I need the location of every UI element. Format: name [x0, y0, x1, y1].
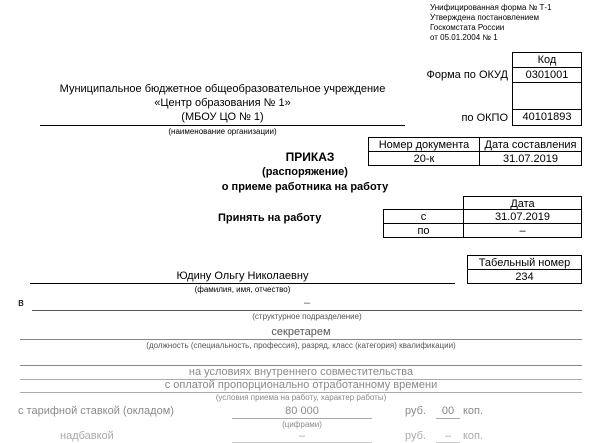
code-empty-cell: [512, 82, 582, 110]
okpo-value-cell: 40101893: [512, 109, 582, 126]
position-caption: (должность (специальность, профессия), разряд, класс (категория) квалификации): [146, 341, 456, 350]
in-label: в: [18, 297, 24, 309]
hire-to-value: –: [463, 223, 582, 238]
form-header-line4: от 05.01.2004 № 1: [430, 33, 498, 42]
bonus-kop-value: –: [444, 430, 452, 442]
position-underline: [20, 326, 582, 340]
form-header-line3: Госкомстата России: [430, 23, 505, 32]
organization-line3: (МБОУ ЦО № 1): [181, 111, 264, 123]
okpo-label: по ОКПО: [461, 112, 508, 124]
tariff-caption: (цифрами): [282, 420, 322, 429]
kop-value: 00: [441, 405, 455, 417]
conditions-line1-underline: [20, 366, 582, 380]
bonus-value: –: [298, 430, 306, 442]
bonus-underline: [232, 430, 372, 443]
hire-date-header: Дата: [463, 196, 582, 210]
kop-underline: [436, 405, 460, 419]
organization-line2: «Центр образования № 1»: [154, 97, 291, 109]
hire-to-label: по: [383, 223, 464, 238]
kop-label: коп.: [463, 405, 484, 417]
doc-number-value: 20-к: [368, 151, 480, 166]
rub-label: руб.: [405, 405, 426, 417]
conditions-caption: (условия приема на работу, характер работы): [215, 393, 387, 402]
organization-caption: (наименование организации): [168, 127, 277, 136]
form-header-line1: Унифицированная форма № Т-1: [430, 3, 552, 12]
organization-underline: [40, 113, 405, 126]
doc-date-value: 31.07.2019: [479, 151, 582, 166]
division-caption: (структурное подразделение): [252, 312, 362, 321]
conditions-line2: с оплатой пропорционально отработанному времени: [164, 379, 438, 391]
code-header-cell: Код: [512, 52, 582, 68]
bonus-label: надбавкой: [60, 430, 114, 442]
bonus-rub-label: руб.: [405, 430, 426, 442]
conditions-line2-underline: [20, 379, 582, 393]
bonus-kop-underline: [436, 430, 460, 443]
conditions-line1: на условиях внутреннего совместительства: [188, 366, 414, 378]
conditions-top-line: [20, 356, 582, 366]
bonus-kop-label: коп.: [463, 430, 484, 442]
division-value: –: [303, 297, 311, 309]
tab-number-header: Табельный номер: [467, 255, 582, 270]
tariff-label: с тарифной ставкой (окладом): [18, 405, 174, 417]
employee-name-underline: [30, 270, 455, 284]
order-subtitle: (распоряжение): [262, 166, 348, 178]
tariff-value: 80 000: [285, 405, 319, 417]
doc-number-header: Номер документа: [368, 137, 480, 152]
order-title: ПРИКАЗ: [285, 150, 335, 164]
employee-name-caption: (фамилия, имя, отчество): [194, 285, 291, 294]
division-underline: [32, 297, 582, 311]
organization-line1: Муниципальное бюджетное общеобразовательное учреждение: [59, 83, 386, 95]
okud-value-cell: 0301001: [512, 67, 582, 83]
okud-label: Форма по ОКУД: [426, 69, 508, 81]
order-about: о приеме работника на работу: [221, 181, 389, 193]
hire-label: Принять на работу: [218, 212, 322, 224]
position-value: секретарем: [271, 326, 331, 338]
hire-from-value: 31.07.2019: [463, 209, 582, 224]
tab-number-value: 234: [467, 269, 582, 284]
hire-from-label: с: [383, 209, 464, 224]
form-header-line2: Утверждена постановлением: [430, 13, 540, 22]
tariff-underline: [232, 405, 372, 419]
doc-date-header: Дата составления: [479, 137, 582, 152]
employee-name: Юдину Ольгу Николаевну: [176, 270, 309, 282]
